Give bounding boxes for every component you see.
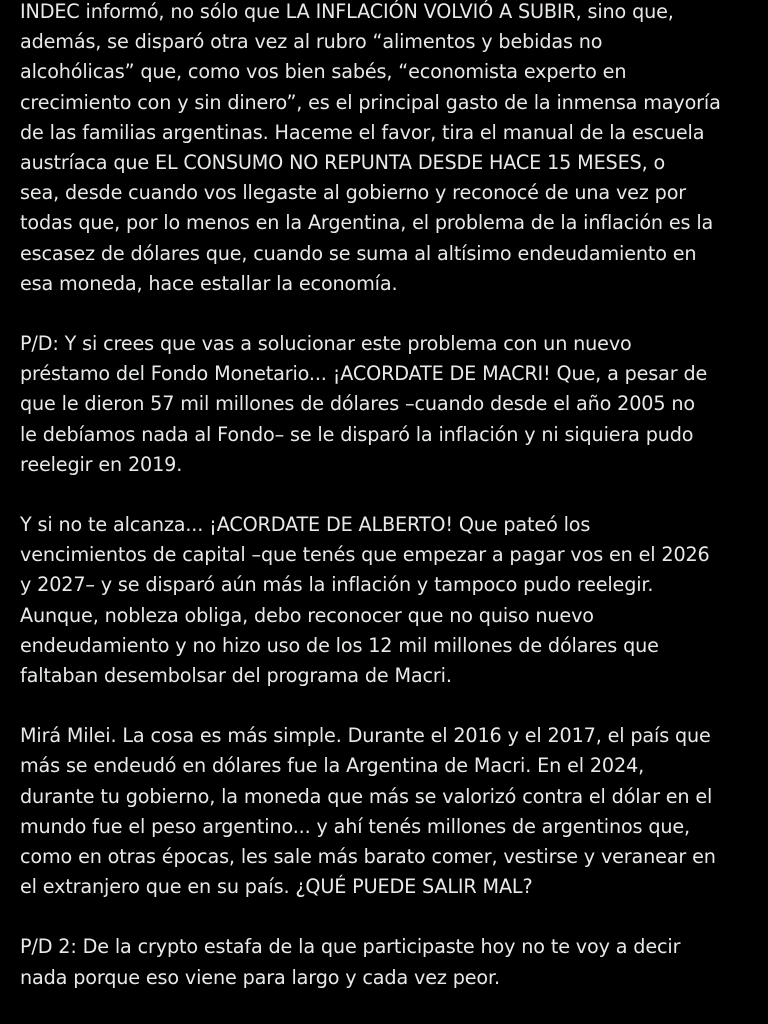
post-paragraph-3: Y si no te alcanza... ¡ACORDATE DE ALBERTO! Que pateó los vencimientos de capital –que tenés que empezar a pagar vos en el 2026 y 2027– y se disparó aún más la inflación y tampoco pudo reelegir. Aunque, nobleza obliga, debo reconocer que no quiso nuevo endeudamiento y no hizo uso de los 12 mil millones de dólares que faltaban desembolsar del programa de Macri. — [20, 513, 710, 688]
post-paragraph-5: P/D 2: De la crypto estafa de la que participaste hoy no te voy a decir nada porque eso viene para largo y cada vez peor. — [20, 935, 681, 989]
post-paragraph-2: P/D: Y si crees que vas a solucionar este problema con un nuevo préstamo del Fondo Monetario... ¡ACORDATE DE MACRI! Que, a pesar de que le dieron 57 mil millones de dólares –cuando desde el año 2005 no le debíamos nada al Fondo– se le disparó la inflación y ni siquiera pudo reelegir en 2019. — [20, 332, 708, 476]
post-paragraph-4: Mirá Milei. La cosa es más simple. Durante el 2016 y el 2017, el país que más se endeudó en dólares fue la Argentina de Macri. En el 2024, durante tu gobierno, la moneda que más se valorizó contra el dólar en el mundo fue el peso argentino... y ahí tenés millones de argentinos que, como en otras épocas, les sale más barato comer, vestirse y veranear en el extranjero que en su país. ¿QUÉ PUEDE SALIR MAL? — [20, 724, 716, 899]
paragraph-gap — [20, 691, 760, 721]
paragraph-gap — [20, 902, 760, 932]
paragraph-gap — [20, 299, 760, 329]
paragraph-gap — [20, 480, 760, 510]
post-body — [20, 0, 760, 993]
post-paragraph-1: INDEC informó, no sólo que LA INFLACIÓN VOLVIÓ A SUBIR, sino que, además, se disparó otra vez al rubro “alimentos y bebidas no alcohólicas” que, como vos bien sabés, “economista experto en crecimiento con y sin dinero”, es el principal gasto de la inmensa mayoría de las familias argentinas. Haceme el favor, tira el manual de la escuela austríaca que EL CONSUMO NO REPUNTA DESDE HACE 15 MESES, o sea, desde cuando vos llegaste al gobierno y reconocé de una vez por todas que, por lo menos en la Argentina, el problema de la inflación es la escasez de dólares que, cuando se suma al altísimo endeudamiento en esa moneda, hace estallar la economía. — [20, 0, 721, 295]
